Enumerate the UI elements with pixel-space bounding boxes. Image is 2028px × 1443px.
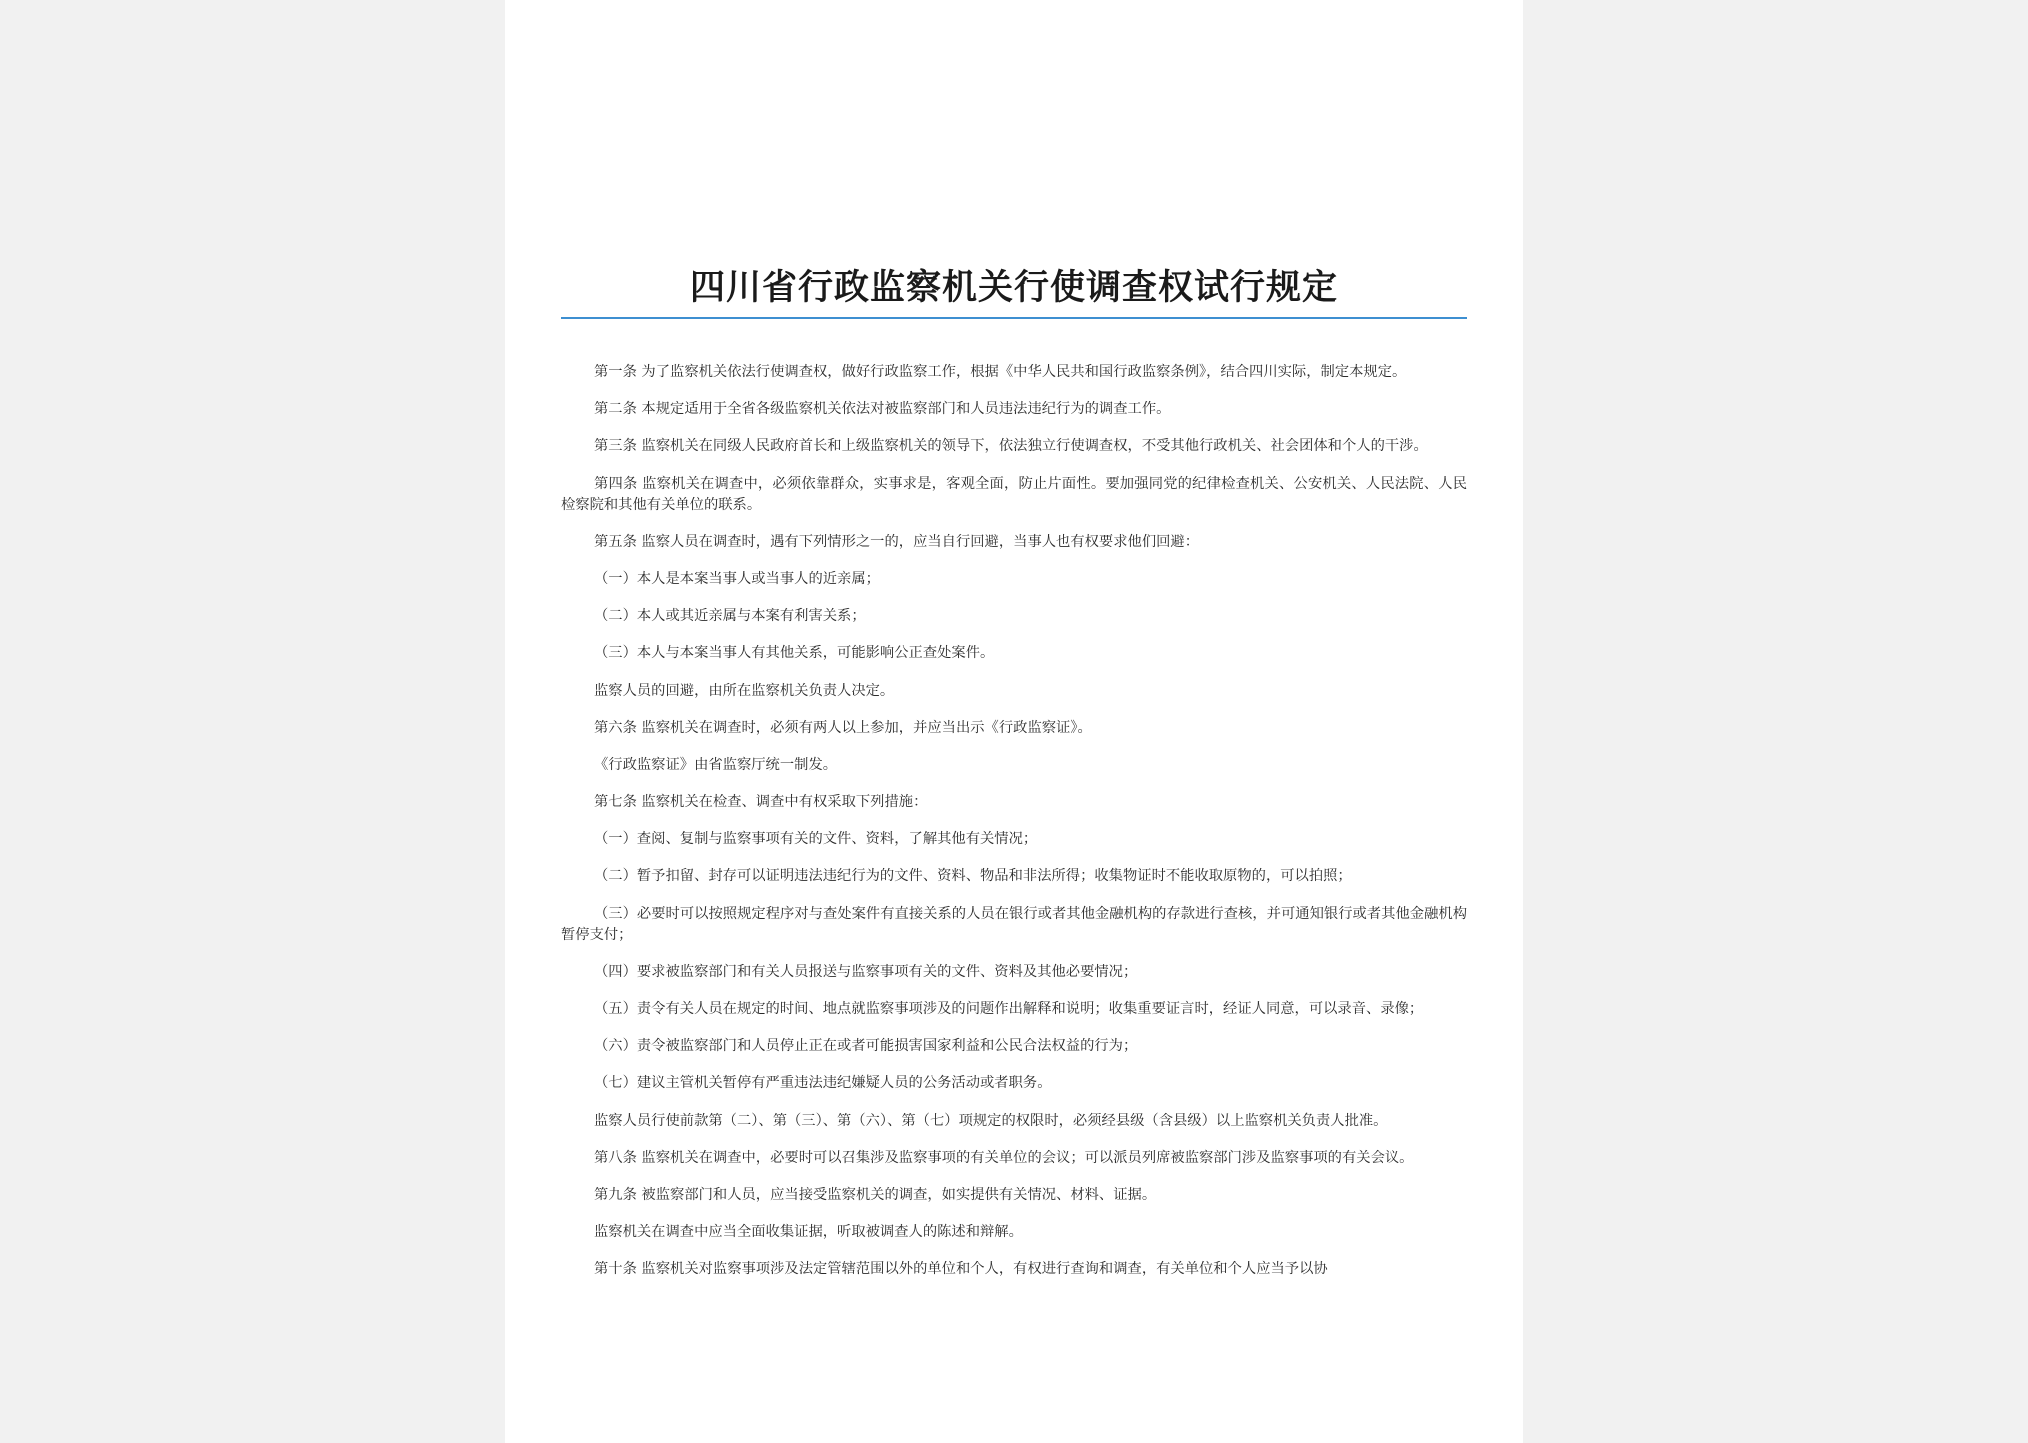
- document-paragraph: 第七条 监察机关在检查、调查中有权采取下列措施：: [594, 794, 928, 811]
- title-divider: [561, 317, 1467, 319]
- document-paragraph: 《行政监察证》由省监察厅统一制发。: [594, 756, 838, 773]
- document-paragraph: （一）查阅、复制与监察事项有关的文件、资料，了解其他有关情况；: [594, 831, 1038, 848]
- document-paragraph: （三）本人与本案当事人有其他关系，可能影响公正查处案件。: [594, 645, 995, 662]
- document-paragraph: 第九条 被监察部门和人员，应当接受监察机关的调查，如实提供有关情况、材料、证据。: [594, 1186, 1157, 1203]
- document-paragraph: （七）建议主管机关暂停有严重违法违纪嫌疑人员的公务活动或者职务。: [594, 1075, 1052, 1092]
- document-paragraph: （五）责令有关人员在规定的时间、地点就监察事项涉及的问题作出解释和说明；收集重要证言时，经证人同意，可以录音、录像；: [594, 1001, 1424, 1017]
- document-paragraph: 监察人员行使前款第（二）、第（三）、第（六）、第（七）项规定的权限时，必须经县级（含县级）以上监察机关负责人批准。: [594, 1112, 1388, 1129]
- document-paragraph: （四）要求被监察部门和有关人员报送与监察事项有关的文件、资料及其他必要情况；: [594, 963, 1138, 980]
- document-paragraph: 第三条 监察机关在同级人民政府首长和上级监察机关的领导下，依法独立行使调查权，不受其他行政机关、社会团体和个人的干涉。: [594, 438, 1428, 455]
- document-paragraph: 第一条 为了监察机关依法行使调查权，做好行政监察工作，根据《中华人民共和国行政监察条例》，结合四川实际，制定本规定。: [594, 364, 1407, 380]
- document-paragraph: （三）必要时可以按照规定程序对与查处案件有直接关系的人员在银行或者其他金融机构的存款进行查核，并可通知银行或者其他金融机构暂停支付；: [561, 905, 1467, 943]
- document-paragraph: 第六条 监察机关在调查时，必须有两人以上参加，并应当出示《行政监察证》。: [594, 719, 1092, 736]
- document-paragraph: 监察人员的回避，由所在监察机关负责人决定。: [594, 682, 895, 699]
- document-paragraph: 第四条 监察机关在调查中，必须依靠群众，实事求是，客观全面，防止片面性。要加强同党的纪律检查机关、公安机关、人民法院、人民检察院和其他有关单位的联系。: [561, 475, 1467, 513]
- document-paragraph: 第二条 本规定适用于全省各级监察机关依法对被监察部门和人员违法违纪行为的调查工作。: [594, 401, 1171, 418]
- document-paragraph: 第十条 监察机关对监察事项涉及法定管辖范围以外的单位和个人，有权进行查询和调查，有关单位和个人应当予以协: [594, 1261, 1328, 1278]
- document-paragraph: 监察机关在调查中应当全面收集证据，听取被调查人的陈述和辩解。: [594, 1224, 1023, 1241]
- document-title: 四川省行政监察机关行使调查权试行规定: [689, 267, 1338, 308]
- document-paragraph: （二）暂予扣留、封存可以证明违法违纪行为的文件、资料、物品和非法所得；收集物证时不能收取原物的，可以拍照；: [594, 868, 1352, 885]
- document-paragraph: （二）本人或其近亲属与本案有利害关系；: [594, 608, 866, 625]
- document-paragraph: （六）责令被监察部门和人员停止正在或者可能损害国家利益和公民合法权益的行为；: [594, 1038, 1138, 1055]
- document-paragraph: 第八条 监察机关在调查中，必要时可以召集涉及监察事项的有关单位的会议；可以派员列席被监察部门涉及监察事项的有关会议。: [594, 1149, 1414, 1166]
- document-page: [505, 0, 1523, 1443]
- document-paragraph: （一）本人是本案当事人或当事人的近亲属；: [594, 570, 880, 587]
- document-body: [561, 362, 1467, 1297]
- document-paragraph: 第五条 监察人员在调查时，遇有下列情形之一的，应当自行回避，当事人也有权要求他们回避：: [594, 533, 1200, 550]
